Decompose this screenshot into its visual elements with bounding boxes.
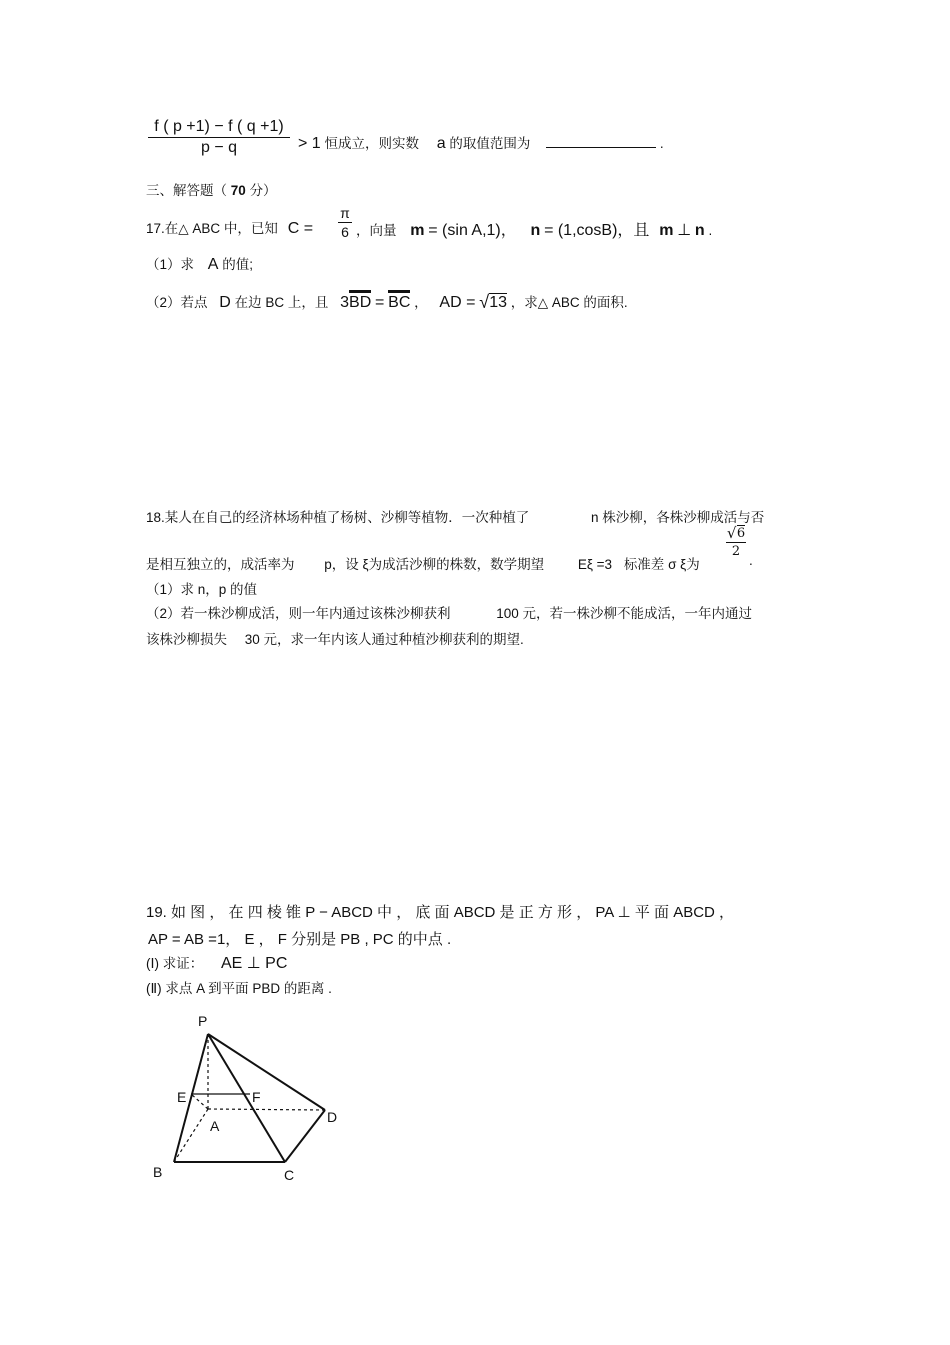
label-d: D (327, 1109, 338, 1125)
q18-part2-b: 100 元，若一株沙柳不能成活，一年内通过 (496, 606, 753, 621)
label-c: C (284, 1167, 295, 1183)
q17-three: 3 (340, 294, 350, 311)
q16-var-a: a (436, 135, 446, 152)
q16-gt-one: > 1 (298, 135, 321, 152)
q17-m: m (410, 222, 425, 239)
q18-line1-n: n 株沙柳，各株沙柳成活与否 (591, 510, 765, 525)
q17-m2: m (659, 222, 674, 239)
q19-part1 (146, 952, 287, 973)
fraction-bar (338, 222, 352, 223)
q17-vector-line (356, 217, 712, 240)
q18-line2-end: . (749, 553, 753, 568)
edge-pd (208, 1034, 325, 1110)
q17-n-value: = (1,cosB)，且 (544, 222, 650, 239)
sqrt-6: √ 6 (726, 524, 746, 542)
q18-line2-p: p，设 ξ为成活沙柳的株数，数学期望 (324, 557, 545, 572)
sqrt-13: √ 13 (479, 292, 507, 312)
q17-part2-text1: 在边 BC 上，且 (234, 295, 329, 310)
q17-pi: π (340, 205, 350, 221)
segment-ae (191, 1094, 208, 1109)
q18-part2-c: 该株沙柳损失 (146, 632, 227, 647)
section-suffix: 分） (249, 183, 277, 198)
q17-n2: n (694, 222, 705, 239)
pyramid-figure (140, 1005, 360, 1195)
q17-part1-var: A (207, 256, 219, 273)
q16-condition (298, 132, 664, 153)
q19-line2: AP = AB =1， E ， F 分别是 PB , PC 的中点 . (148, 931, 452, 948)
q16-text2: 的取值范围为 (449, 136, 531, 151)
q18-line2-a: 是相互独立的，成活率为 (146, 557, 295, 572)
answer-blank (546, 135, 656, 148)
label-e: E (177, 1089, 187, 1105)
q18-part1: （1）求 n，p 的值 (146, 582, 258, 597)
q17-part2-text2: ，求△ ABC 的面积. (510, 295, 628, 310)
q17-ad-eq: AD = (439, 294, 476, 311)
q18-line2-sd: 标准差 σ ξ为 (623, 557, 700, 572)
q18-part2-a: （2）若一株沙柳成活，则一年内通过该株沙柳获利 (146, 606, 451, 621)
q17-part2-label: （2）若点 (146, 295, 208, 310)
q18-part2-line1 (146, 602, 752, 622)
q17-eq: = (375, 294, 385, 311)
label-b: B (153, 1164, 163, 1180)
q17-six: 6 (341, 224, 349, 240)
q18-line2-e: Eξ =3 (577, 557, 613, 572)
edge-cd (285, 1110, 325, 1162)
q19-part1-label: (Ⅰ) 求证： (146, 956, 204, 971)
q16-end: . (659, 136, 664, 151)
q18-line1 (146, 506, 764, 526)
q17-pi-over-six (338, 205, 352, 240)
label-p: P (198, 1013, 208, 1029)
q19-part2: (Ⅱ) 求点 A 到平面 PBD 的距离 . (146, 981, 332, 996)
q17-intro: 17.在△ ABC 中，已知 (146, 221, 278, 236)
sqrt-13-value: 13 (489, 294, 507, 311)
q16-denominator: p − q (200, 139, 238, 156)
q19-line1: 19. 如 图 ， 在 四 棱 锥 P − ABCD 中 ， 底 面 ABCD 是 正 方 形 ， PA ⊥ 平 面 ABCD ， (146, 904, 735, 921)
section-points: 70 (230, 183, 246, 198)
edge-pc (208, 1034, 285, 1162)
q18-line2 (146, 553, 700, 573)
q18-part2-d: 30 元，求一年内该人通过种植沙柳获利的期望. (244, 632, 524, 647)
q17-part2-var: D (219, 294, 231, 311)
section-heading (146, 179, 277, 199)
vector-bc: BC (388, 294, 411, 311)
vector-bd: BD (349, 294, 372, 311)
edge-ab (174, 1109, 208, 1162)
q17-part1 (146, 253, 253, 274)
q18-two: 2 (731, 544, 741, 559)
q17-perp: ⊥ (677, 222, 692, 239)
q17-vector-text: ，向量 (356, 223, 397, 238)
q17-part1-text: 的值; (222, 257, 253, 272)
fraction-bar (726, 542, 746, 543)
sqrt-6-value: 6 (736, 526, 746, 541)
q17-n: n (530, 222, 541, 239)
label-f: F (252, 1089, 261, 1105)
fraction-bar (148, 137, 290, 138)
q16-fraction (148, 118, 290, 157)
q17-comma: ， (414, 295, 428, 310)
q18-part2-line2 (146, 628, 524, 648)
q17-intro-line (146, 217, 313, 238)
q17-m-value: = (sin A,1)， (428, 222, 517, 239)
q16-text1: 恒成立，则实数 (324, 136, 419, 151)
q17-c-eq: C = (287, 220, 314, 237)
q18-sqrt6-over-2 (726, 526, 746, 559)
q17-part1-label: （1）求 (146, 257, 195, 272)
q18-line1-a: 18.某人在自己的经济林场种植了杨树、沙柳等植物．一次种植了 (146, 510, 530, 525)
q17-part2 (146, 291, 628, 312)
q19-part1-math: AE ⊥ PC (221, 955, 288, 972)
edge-ad (208, 1109, 325, 1110)
q16-numerator: f ( p +1) − f ( q +1) (154, 118, 284, 135)
q17-dot: . (708, 223, 713, 238)
section-prefix: 三、解答题（ (146, 183, 227, 198)
label-a: A (210, 1118, 220, 1134)
